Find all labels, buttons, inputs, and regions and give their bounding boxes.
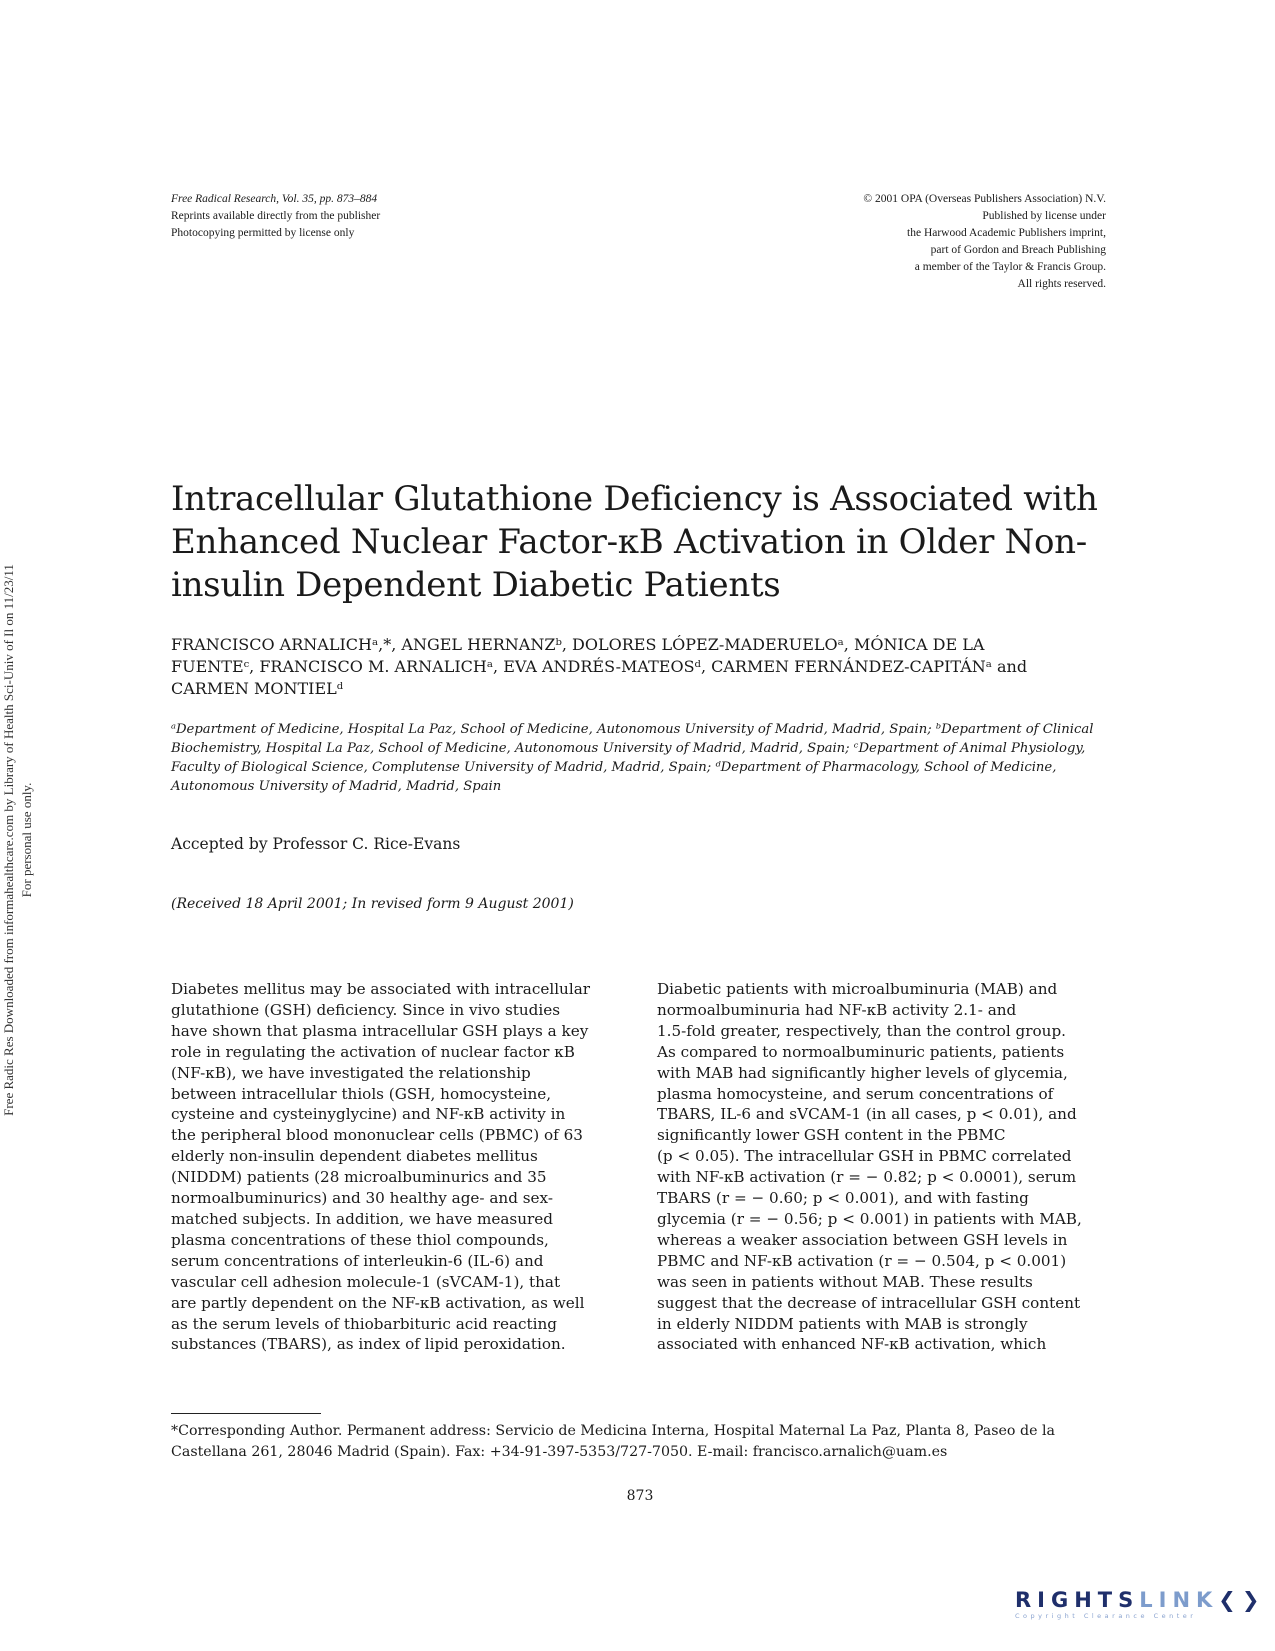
abstract-line: role in regulating the activation of nuclear factor κB: [171, 1042, 575, 1061]
abstract-line: 1.5-fold greater, respectively, than the control group.: [657, 1021, 1067, 1040]
abstract-line: plasma concentrations of these thiol compounds,: [171, 1230, 549, 1249]
journal-header-left: [171, 191, 571, 242]
affiliation-line: Faculty of Biological Science, Complutense University of Madrid, Madrid, Spain; ᵈDepartment of Pharmacology, School of Medicine,: [171, 760, 1057, 775]
abstract-line: in elderly NIDDM patients with MAB is strongly: [657, 1314, 1028, 1333]
abstract-line: (NF-κB), we have investigated the relationship: [171, 1063, 531, 1082]
imprint-line: the Harwood Academic Publishers imprint,: [907, 227, 1106, 239]
logo-bracket-icon: ❮❯: [1218, 1588, 1266, 1612]
abstract-line: PBMC and NF-κB activation (r = − 0.504, p < 0.001): [657, 1251, 1067, 1270]
abstract-line: As compared to normoalbuminuric patients, patients: [657, 1042, 1065, 1061]
abstract-line: TBARS (r = − 0.60; p < 0.001), and with fasting: [657, 1189, 1029, 1208]
abstract-line: (NIDDM) patients (28 microalbuminurics and 35: [171, 1168, 547, 1187]
abstract-line: glycemia (r = − 0.56; p < 0.001) in patients with MAB,: [657, 1209, 1082, 1228]
rights-line: All rights reserved.: [1017, 278, 1106, 290]
photocopy-note: Photocopying permitted by license only: [171, 227, 355, 239]
corresponding-author-footnote: [171, 1421, 1111, 1463]
abstract-line: plasma homocysteine, and serum concentrations of: [657, 1084, 1054, 1103]
abstract-line: normoalbuminuria had NF-κB activity 2.1- and: [657, 1000, 1017, 1019]
abstract-line: significantly lower GSH content in the PBMC: [657, 1126, 1006, 1145]
abstract-right-column: [657, 979, 1109, 1355]
rightslink-wordmark: [1015, 1588, 1266, 1612]
license-line: Published by license under: [982, 210, 1106, 222]
abstract-line: as the serum levels of thiobarbituric acid reacting: [171, 1314, 557, 1333]
affiliation-line: Biochemistry, Hospital La Paz, School of Medicine, Autonomous University of Madrid, Madrid, Spain; ᶜDepartment of Animal Physiology,: [171, 741, 1086, 756]
rightslink-logo[interactable]: [1015, 1588, 1266, 1629]
watermark-line: For personal use only.: [19, 782, 34, 898]
title-line: Intracellular Glutathione Deficiency is Associated with: [171, 479, 1098, 519]
abstract-line: between intracellular thiols (GSH, homocysteine,: [171, 1084, 552, 1103]
accepted-by: Accepted by Professor C. Rice-Evans: [171, 835, 461, 853]
author-line: FUENTEᶜ, FRANCISCO M. ARNALICHᵃ, EVA ANDRÉS-MATEOSᵈ, CARMEN FERNÁNDEZ-CAPITÁNᵃ and: [171, 657, 1028, 676]
logo-light-text: LINK: [1139, 1588, 1219, 1612]
affiliation-line: ᵃDepartment of Medicine, Hospital La Paz, School of Medicine, Autonomous University of Madrid, Madrid, Spain; ᵇDepartment of Clinical: [171, 722, 1094, 737]
author-line: CARMEN MONTIELᵈ: [171, 679, 344, 698]
abstract-line: serum concentrations of interleukin-6 (IL-6) and: [171, 1251, 544, 1270]
author-line: FRANCISCO ARNALICHᵃ,*, ANGEL HERNANZᵇ, DOLORES LÓPEZ-MADERUELOᵃ, MÓNICA DE LA: [171, 635, 985, 654]
reprints-note: Reprints available directly from the publisher: [171, 210, 381, 222]
publisher-line: part of Gordon and Breach Publishing: [930, 244, 1106, 256]
footnote-line: Castellana 261, 28046 Madrid (Spain). Fax: +34-91-397-5353/727-7050. E-mail: francisco.arnalich@uam.es: [171, 1444, 948, 1460]
abstract-line: was seen in patients without MAB. These results: [657, 1272, 1033, 1291]
footnote-line: *Corresponding Author. Permanent address: Servicio de Medicina Interna, Hospital Maternal La Paz, Planta 8, Paseo de la: [171, 1423, 1055, 1439]
abstract-line: elderly non-insulin dependent diabetes mellitus: [171, 1147, 538, 1166]
abstract-line: whereas a weaker association between GSH levels in: [657, 1230, 1068, 1249]
abstract-line: the peripheral blood mononuclear cells (PBMC) of 63: [171, 1126, 583, 1145]
abstract-line: normoalbuminurics) and 30 healthy age- and sex-: [171, 1189, 553, 1208]
abstract-line: matched subjects. In addition, we have measured: [171, 1209, 553, 1228]
abstract-left-column: [171, 979, 621, 1355]
abstract-line: substances (TBARS), as index of lipid peroxidation.: [171, 1335, 566, 1354]
abstract-line: with MAB had significantly higher levels of glycemia,: [657, 1063, 1068, 1082]
footnote-divider: [171, 1413, 321, 1414]
author-list: [171, 634, 1121, 700]
abstract-line: vascular cell adhesion molecule-1 (sVCAM-1), that: [171, 1272, 561, 1291]
abstract-line: have shown that plasma intracellular GSH plays a key: [171, 1021, 589, 1040]
abstract-line: TBARS, IL-6 and sVCAM-1 (in all cases, p < 0.01), and: [657, 1105, 1077, 1124]
logo-subtitle: Copyright Clearance Center: [1015, 1612, 1197, 1620]
received-dates: (Received 18 April 2001; In revised form 9 August 2001): [171, 896, 574, 912]
page-number: 873: [626, 1488, 654, 1504]
abstract-line: (p < 0.05). The intracellular GSH in PBMC correlated: [657, 1147, 1072, 1166]
journal-citation: Free Radical Research, Vol. 35, pp. 873–884: [171, 193, 378, 205]
abstract-line: associated with enhanced NF-κB activation, which: [657, 1335, 1047, 1354]
abstract-line: with NF-κB activation (r = − 0.82; p < 0.0001), serum: [657, 1168, 1077, 1187]
abstract-line: suggest that the decrease of intracellular GSH content: [657, 1293, 1081, 1312]
abstract-line: cysteine and cysteinyglycine) and NF-κB activity in: [171, 1105, 566, 1124]
watermark-line: Free Radic Res Downloaded from informahealthcare.com by Library of Health Sci-Univ of Il on 11/23/11: [1, 564, 16, 1116]
abstract-line: are partly dependent on the NF-κB activation, as well: [171, 1293, 585, 1312]
abstract-line: Diabetes mellitus may be associated with intracellular: [171, 980, 591, 998]
group-line: a member of the Taylor & Francis Group.: [914, 261, 1106, 273]
affiliation-line: Autonomous University of Madrid, Madrid, Spain: [171, 779, 502, 794]
abstract-line: Diabetic patients with microalbuminuria (MAB) and: [657, 980, 1058, 998]
title-line: insulin Dependent Diabetic Patients: [171, 565, 781, 605]
copyright-block: [710, 191, 1106, 293]
affiliations: [171, 720, 1121, 796]
logo-dark-text: RIGHTS: [1015, 1588, 1140, 1612]
abstract-line: glutathione (GSH) deficiency. Since in vivo studies: [171, 1000, 561, 1019]
copyright-line: © 2001 OPA (Overseas Publishers Association) N.V.: [863, 193, 1106, 205]
article-title: [171, 478, 1111, 607]
title-line: Enhanced Nuclear Factor-κB Activation in Older Non-: [171, 522, 1087, 562]
download-watermark: [0, 480, 60, 1200]
